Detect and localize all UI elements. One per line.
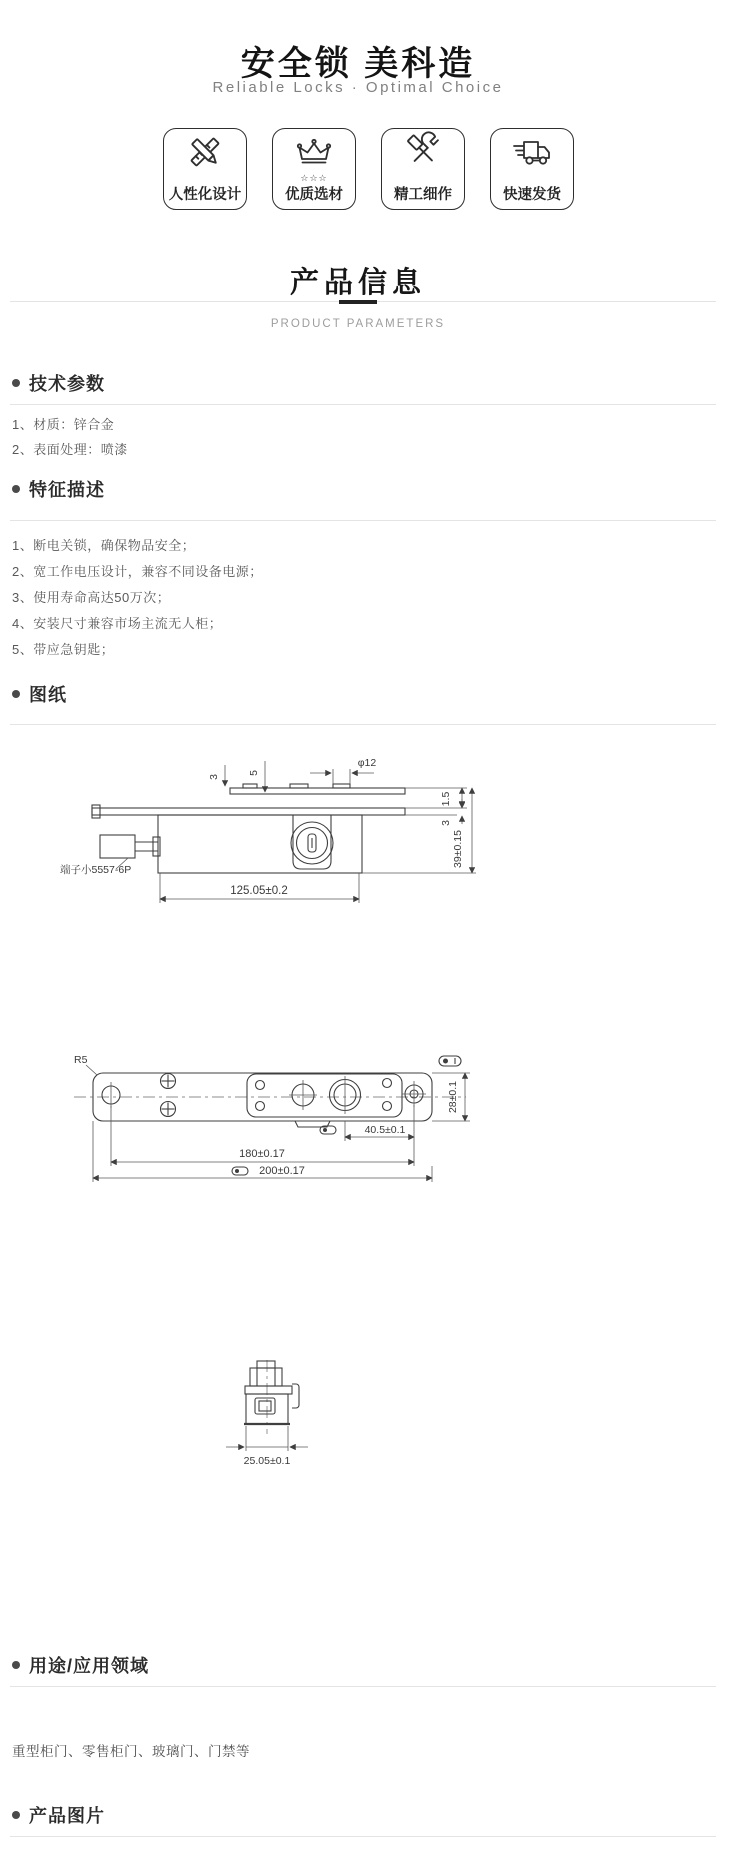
usage-rule <box>10 1686 716 1687</box>
section-subtitle: PRODUCT PARAMETERS <box>270 318 446 330</box>
dim-label-connector: 端子小5557-6P <box>60 864 132 876</box>
dim-label-body-width: 25.05±0.1 <box>243 1455 291 1467</box>
badge-fine-workmanship <box>381 128 465 210</box>
section-title: 产品信息 <box>289 267 426 299</box>
badge-fast-shipping <box>490 128 574 210</box>
ruler-pencil-icon <box>184 129 226 174</box>
badge-label: 快速发货 <box>503 187 561 203</box>
dim-label-plate-length: 200±0.17 <box>259 1165 305 1177</box>
drawing-end-view <box>210 1358 322 1470</box>
badge-stars: ☆☆☆ <box>300 173 328 183</box>
truck-icon <box>510 129 554 174</box>
tech-params-rule <box>10 404 716 405</box>
bullet-dot <box>12 690 20 698</box>
dim-label-hole-spacing: 180±0.17 <box>239 1148 285 1160</box>
usage-heading <box>12 1652 149 1678</box>
feature-item: 4、安装尺寸兼容市场主流无人柜； <box>12 616 223 631</box>
crown-icon <box>294 129 334 174</box>
dim-label-body-height: 39±0.15 <box>452 830 464 868</box>
badge-quality-material <box>272 128 356 210</box>
dim-label-plate-width: 28±0.1 <box>447 1080 459 1114</box>
badge-humanized-design <box>163 128 247 210</box>
badge-label: 优质选材 <box>285 187 343 203</box>
dim-label-plate-height: 5 <box>248 770 260 776</box>
wrench-hammer-icon <box>402 129 444 174</box>
features-heading <box>12 476 105 502</box>
usage-text: 重型柜门、零售柜门、玻璃门、门禁等 <box>12 1744 250 1759</box>
tech-params-heading-label: 技术参数 <box>29 374 105 394</box>
bullet-dot <box>12 1661 20 1669</box>
badge-label: 人性化设计 <box>168 187 242 203</box>
gallery-rule <box>10 1836 716 1837</box>
feature-item: 1、断电关锁，确保物品安全； <box>12 538 196 553</box>
dim-label-lip: 1.5 <box>440 791 452 807</box>
header-title: 安全锁 美科造 <box>240 45 476 83</box>
badge-label: 精工细作 <box>394 187 452 203</box>
slot-symbol-icon <box>232 1167 248 1175</box>
drawing-side-view <box>58 753 480 905</box>
drawings-heading-label: 图纸 <box>29 685 67 705</box>
drawing-plan-view <box>70 1048 482 1192</box>
gallery-heading-label: 产品图片 <box>29 1806 105 1826</box>
dim-label-corner-radius: R5 <box>74 1054 88 1066</box>
dim-label-nub-height: 3 <box>208 774 220 780</box>
bullet-dot <box>12 485 20 493</box>
feature-item: 3、使用寿命高达50万次； <box>12 590 171 605</box>
section-title-underline <box>339 300 377 304</box>
usage-heading-label: 用途/应用领域 <box>29 1656 150 1676</box>
dim-label-body-length: 125.05±0.2 <box>230 885 288 897</box>
tech-params-heading <box>12 370 105 396</box>
dim-label-diameter: φ12 <box>357 757 377 769</box>
features-heading-label: 特征描述 <box>29 480 105 500</box>
drawings-rule <box>10 724 716 725</box>
features-rule <box>10 520 716 521</box>
badge-row <box>163 128 574 210</box>
dim-label-plate-thickness: 3 <box>440 820 452 826</box>
tech-param-item: 1、材质：锌合金 <box>12 417 115 432</box>
bullet-dot <box>12 1811 20 1819</box>
drawings-heading <box>12 681 67 707</box>
header-subtitle: Reliable Locks · Optimal Choice <box>212 79 504 96</box>
gallery-heading <box>12 1802 105 1828</box>
tech-param-item: 2、表面处理：喷漆 <box>12 442 128 457</box>
feature-item: 2、宽工作电压设计，兼容不同设备电源； <box>12 564 263 579</box>
feature-item: 5、带应急钥匙； <box>12 642 115 657</box>
bullet-dot <box>12 379 20 387</box>
slot-symbol-icon <box>439 1056 461 1066</box>
dim-label-cylinder-offset: 40.5±0.1 <box>364 1124 406 1136</box>
